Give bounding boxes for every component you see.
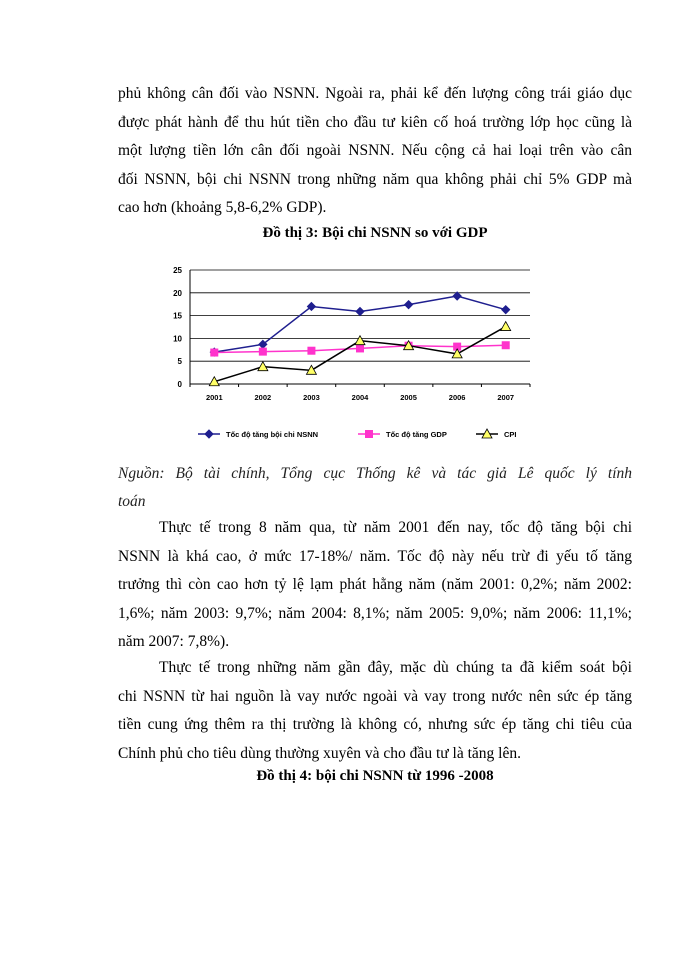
source-note [118,460,632,516]
text-line: một lượng tiền lớn cân đối ngoài NSNN. Nếu cộng cả hai loại trên vào cân [118,142,632,159]
text-line: tiền cung ứng thêm ra thị trường là không có, nhưng sức ép tăng chi tiêu của [118,716,632,733]
data-point [502,306,510,314]
y-tick-label: 5 [177,357,182,367]
text-line: chi NSNN từ hai nguồn là vay nước ngoài và vay trong nước nên sức ép tăng [118,687,632,705]
text-line: 1,6%; năm 2003: 9,7%; năm 2004: 8,1%; năm 2005: 9,0%; năm 2006: 11,1%; [118,604,632,622]
text-line: đối NSNN, bội chi NSNN trong những năm qua không phải chỉ 5% GDP mà [118,170,632,188]
data-point [405,301,413,309]
legend-label: Tốc độ tăng bội chi NSNN [226,430,319,439]
data-point [366,431,373,438]
data-point [211,349,218,356]
source-line: Nguồn: Bộ tài chính, Tổng cục Thống kê và tác giả Lê quốc lý tính [118,465,632,482]
x-tick-label: 2001 [205,393,223,402]
data-point [308,347,315,354]
deficit-gdp-line-chart [150,258,550,458]
text-line: Chính phủ cho tiêu dùng thường xuyên và cho đầu tư là tăng lên. [118,744,521,762]
source-line: toán [118,493,146,510]
text-line: Thực tế trong 8 năm qua, từ năm 2001 đến nay, tốc độ tăng bội chi [159,519,632,536]
text-line: trưởng thì còn cao hơn tỷ lệ lạm phát hằng năm (năm 2001: 0,2%; năm 2002: [118,576,632,593]
figure-3-caption: Đồ thị 3: Bội chi NSNN so với GDP [262,225,488,241]
data-point [258,362,268,371]
x-tick-label: 2007 [497,393,515,402]
paragraph-recent-years [118,654,632,768]
text-line: phủ không cân đối vào NSNN. Ngoài ra, phải kể đến lượng công trái giáo dục [118,85,632,102]
y-tick-label: 0 [177,380,182,389]
text-line: được phát hành để thu hút tiền cho đầu tư kiên cố hoá trường lớp học cũng là [118,113,632,131]
x-tick-label: 2002 [254,393,272,402]
data-point [259,348,266,355]
text-line: cao hơn (khoảng 5,8-6,2% GDP). [118,199,327,216]
y-tick-label: 10 [173,334,182,344]
y-tick-label: 20 [173,288,182,298]
paragraph-deficit-growth [118,514,632,657]
x-tick-label: 2005 [400,393,417,402]
y-tick-label: 25 [173,266,182,275]
series-line [214,327,505,382]
figure-4-caption: Đồ thị 4: bội chi NSNN từ 1996 -2008 [256,768,494,784]
legend-label: Tốc độ tăng GDP [386,430,447,439]
data-point [355,336,365,345]
data-point [501,322,511,331]
paragraph-intro [118,80,632,223]
data-point [205,430,213,438]
legend-label: CPI [504,430,517,439]
data-point [502,342,509,349]
text-line: năm 2007: 7,8%). [118,633,230,650]
data-point [356,307,364,315]
data-point [357,345,364,352]
x-tick-label: 2006 [448,393,466,402]
text-line: NSNN là khá cao, ở mức 17-18%/ năm. Tốc độ này nếu trừ đi yếu tố tăng [118,547,632,565]
y-tick-label: 15 [173,311,182,321]
x-tick-label: 2004 [351,393,369,402]
x-tick-label: 2003 [303,393,320,402]
text-line: Thực tế trong những năm gần đây, mặc dù chúng ta đã kiểm soát bội [159,659,632,676]
